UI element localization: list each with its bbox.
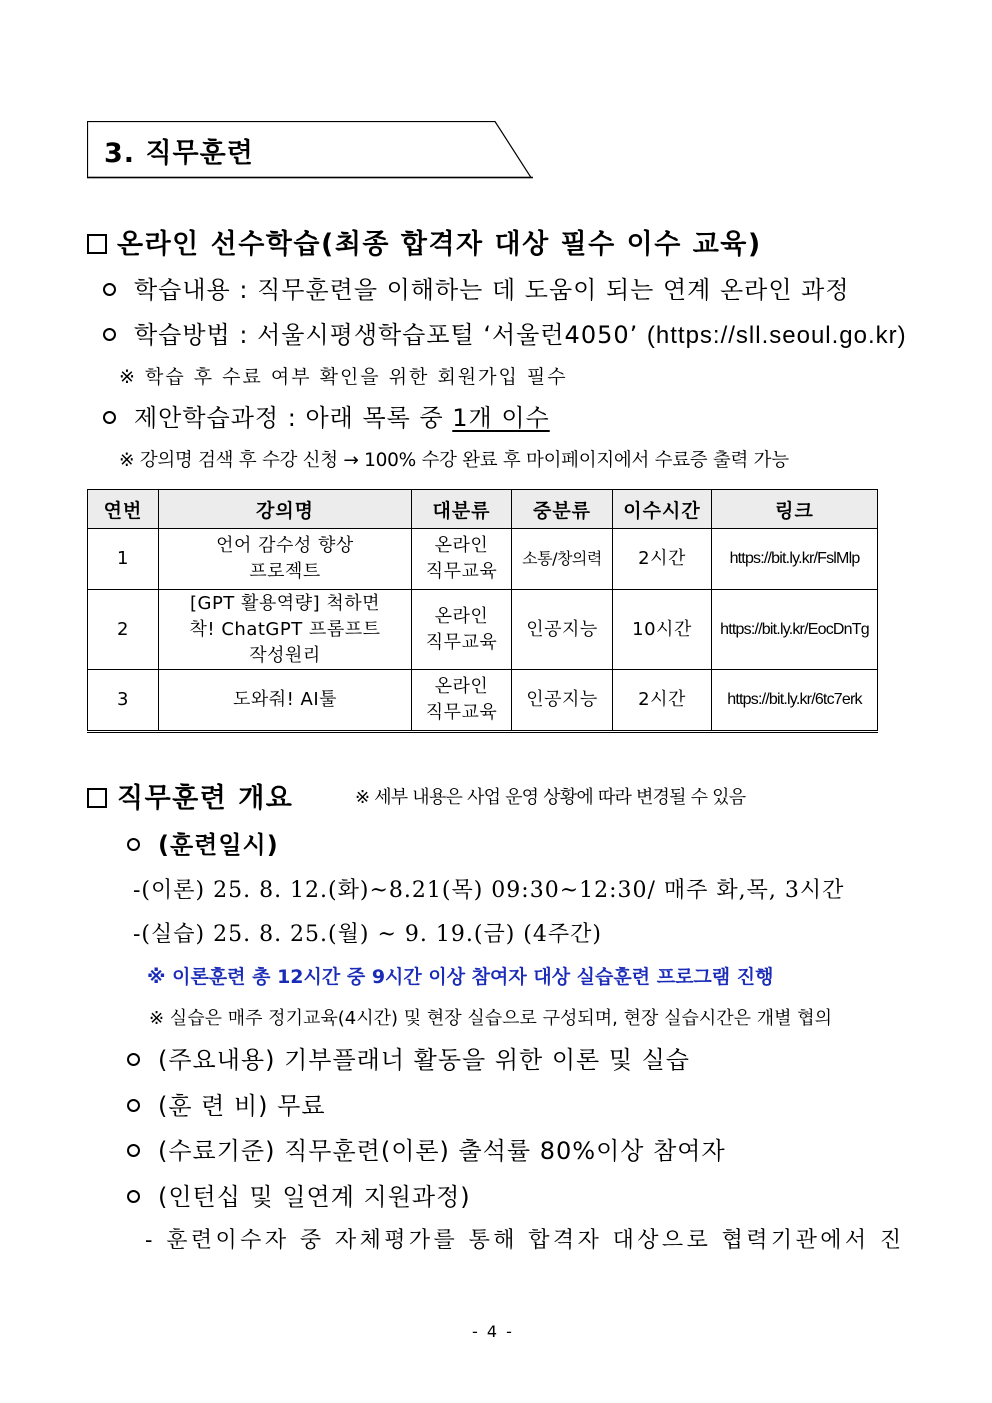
header-link: 링크 — [712, 490, 878, 529]
main-content-item: (주요내용) 기부플래너 활동을 위한 이론 및 실습 — [127, 1040, 690, 1075]
row-no: 1 — [88, 529, 159, 590]
course-name: 도와줘! AI툴 — [159, 670, 412, 732]
fee-item: (훈 련 비) 무료 — [127, 1086, 326, 1121]
section-title: 3. 직무훈련 — [104, 138, 254, 169]
bullet-circle-icon — [127, 1099, 140, 1112]
table-row — [88, 529, 878, 590]
practice-note: ※ 실습은 매주 정기교육(4시간) 및 현장 실습으로 구성되며, 현장 실습시간은 개별 협의 — [149, 1008, 833, 1029]
table-header-row — [88, 490, 878, 529]
bullet-circle-icon — [103, 328, 116, 341]
checkbox-square-icon — [87, 234, 107, 254]
bullet-circle-icon — [127, 838, 140, 851]
theory-attendance-note: ※ 이론훈련 총 12시간 중 9시간 이상 참여자 대상 실습훈련 프로그램 진행 — [147, 966, 774, 988]
bullet-circle-icon — [127, 1190, 140, 1203]
table-row — [88, 670, 878, 732]
method-note: ※ 학습 후 수료 여부 확인을 위한 회원가입 필수 — [119, 366, 568, 388]
bullet-circle-icon — [127, 1144, 140, 1157]
course-link[interactable]: https://bit.ly.kr/6tc7erk — [712, 670, 878, 732]
row-no: 2 — [88, 590, 159, 670]
overview-heading: 직무훈련 개요 — [87, 776, 293, 815]
course-link[interactable]: https://bit.ly.kr/FslMlp — [712, 529, 878, 590]
header-hours: 이수시간 — [613, 490, 712, 529]
course-note: ※ 강의명 검색 후 수강 신청 → 100% 수강 완료 후 마이페이지에서 수료증 출력 가능 — [119, 450, 789, 471]
major-category: 온라인 직무교육 — [412, 670, 512, 732]
course-link[interactable]: https://bit.ly.kr/EocDnTg — [712, 590, 878, 670]
theory-schedule: -(이론) 25. 8. 12.(화)~8.21(목) 09:30~12:30/ 매주 화,목, 3시간 — [133, 878, 845, 903]
page-number: - 4 - — [472, 1322, 514, 1341]
header-minor-category: 중분류 — [512, 490, 613, 529]
completion-criteria-item: (수료기준) 직무훈련(이론) 출석률 80%이상 참여자 — [127, 1131, 726, 1166]
bullet-circle-icon — [103, 283, 116, 296]
header-major-category: 대분류 — [412, 490, 512, 529]
major-category: 온라인 직무교육 — [412, 590, 512, 670]
internship-detail: - 훈련이수자 중 자체평가를 통해 합격자 대상으로 협력기관에서 진 — [145, 1228, 905, 1253]
course-hours: 2시간 — [613, 529, 712, 590]
online-heading: 온라인 선수학습(최종 합격자 대상 필수 이수 교육) — [87, 222, 762, 261]
course-hours: 2시간 — [613, 670, 712, 732]
minor-category: 인공지능 — [512, 670, 613, 732]
row-no: 3 — [88, 670, 159, 732]
learning-content-item: 학습내용 : 직무훈련을 이해하는 데 도움이 되는 연계 온라인 과정 — [103, 270, 850, 305]
checkbox-square-icon — [87, 788, 107, 808]
header-no: 연번 — [88, 490, 159, 529]
internship-item: (인턴십 및 일연계 지원과정) — [127, 1177, 471, 1212]
course-requirement: 1개 이수 — [452, 404, 550, 432]
practice-schedule: -(실습) 25. 8. 25.(월) ~ 9. 19.(금) (4주간) — [133, 922, 602, 947]
suggested-course-item: 제안학습과정 : 아래 목록 중 1개 이수 — [103, 398, 550, 433]
minor-category: 인공지능 — [512, 590, 613, 670]
course-table — [87, 489, 878, 733]
bullet-circle-icon — [103, 411, 116, 424]
header-course-name: 강의명 — [159, 490, 412, 529]
bullet-circle-icon — [127, 1053, 140, 1066]
table-row — [88, 590, 878, 670]
major-category: 온라인 직무교육 — [412, 529, 512, 590]
portal-url: (https://sll.seoul.go.kr) — [646, 322, 907, 349]
minor-category: 소통/창의력 — [512, 529, 613, 590]
course-name: [GPT 활용역량] 척하면 착! ChatGPT 프롬프트 작성원리 — [159, 590, 412, 670]
schedule-item: (훈련일시) — [127, 825, 279, 860]
learning-method-item: 학습방법 : 서울시평생학습포털 ‘서울런4050’ (https://sll.seoul.go.kr) — [103, 315, 907, 350]
course-hours: 10시간 — [613, 590, 712, 670]
overview-note: ※ 세부 내용은 사업 운영 상황에 따라 변경될 수 있음 — [355, 787, 746, 808]
course-name: 언어 감수성 향상 프로젝트 — [159, 529, 412, 590]
